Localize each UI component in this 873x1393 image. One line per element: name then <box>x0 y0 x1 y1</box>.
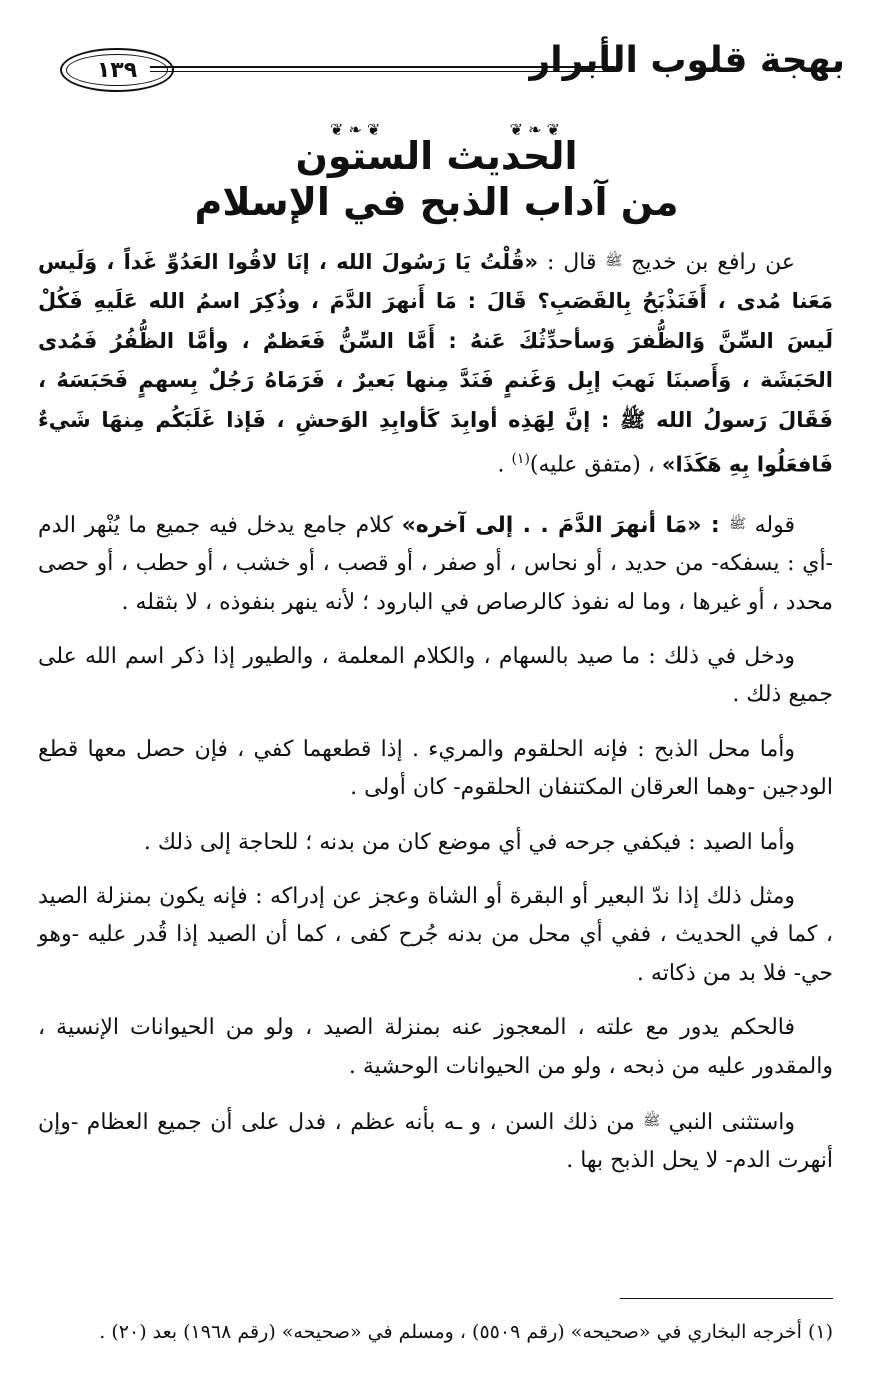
qal-text: قال : <box>538 250 606 275</box>
salutation-glyph: ﷺ <box>605 253 623 269</box>
commentary-lead: قوله <box>745 512 795 538</box>
salutation-glyph: ﷺ <box>643 1113 661 1130</box>
quoted-phrase: : «مَا أنهرَ الدَّمَ . . إلى آخره» <box>401 512 729 538</box>
page-number: ١٣٩ <box>60 48 174 92</box>
paragraph-commentary-1 <box>38 505 833 622</box>
paragraph-commentary-6: فالحكم يدور مع علته ، المعجوز عنه بمنزلة الصيد ، ولو من الحيوانات الإنسية ، والمقدور عليه من ذبحه ، ولو من الحيوانات الوحشية . <box>38 1015 833 1079</box>
hadith-text: «قُلْتُ يَا رَسُولَ الله ، إنَا لاقُوا العَدُوِّ غَداً ، وَلَيس مَعَنا مُدى ، أَفَنَذْبَحُ بِالقَصَبِ؟ قَالَ : مَا أَنهرَ الدَّمَ ، وذُكِرَ اسمُ الله عَلَيهِ فَكُلْ لَيسَ السِّنَّ وَالظُّفرَ وَسأحدِّثُكَ عَنهُ : أَمَّا السِّنُّ فَعَظمٌ ، وأمَّا الظُّفُرُ فَمُدى الحَبَشَة ، وَأَصبنَا نَهبَ إبِل وَغَنمٍ فَنَدَّ مِنها بَعيرٌ ، فَرَمَاهُ رَجُلٌ بِسهمٍ فَحَبَسَهُ ، فَقَالَ رَسولُ الله ﷺ : إنَّ لِهَذِه أوابِدَ كَأوابِدِ الوَحشِ ، فَإذا غَلَبَكُم مِنهَا شَيءٌ فَافعَلُوا بِهِ هَكَذَا» <box>38 250 833 477</box>
salutation-glyph: ﷺ <box>729 515 746 532</box>
paragraph-commentary-4: وأما الصيد : فيكفي جرحه في أي موضع كان من بدنه ؛ للحاجة إلى ذلك . <box>143 829 795 855</box>
footnote-rule <box>620 1298 833 1299</box>
ornament-left: ❦ ❧ ❦ <box>330 120 381 139</box>
paragraph-commentary-7 <box>38 1102 833 1181</box>
ornament-right: ❦ ❧ ❦ <box>509 120 560 139</box>
footnote: (١) أخرجه البخاري في «صحيحه» (رقم ٥٥٠٩) ، ومسلم في «صحيحه» (رقم ١٩٦٨) بعد (٢٠) . <box>99 1321 833 1343</box>
narrator-intro: عن رافع بن خديج <box>622 250 795 275</box>
paragraph-hadith <box>38 242 833 485</box>
chapter-title: الحديث الستون <box>295 134 578 178</box>
book-title: بهجة قلوب الأبرار <box>529 40 845 81</box>
paragraph-commentary-2: ودخل في ذلك : ما صيد بالسهام ، والكلام المعلمة ، والطيور إذا ذكر اسم الله على جميع ذلك . <box>38 643 833 708</box>
paragraph-commentary-3: وأما محل الذبح : فإنه الحلقوم والمريء . إذا قطعهما كفي ، فإن حصل معها قطع الودجين -وهما العرقان المكتنفان الحلقوم- كان أولى . <box>38 736 833 801</box>
paragraph-commentary-5: ومثل ذلك إذا ندّ البعير أو البقرة أو الشاة وعجز عن إدراكه : فإنه يكون بمنزلة الصيد ، كما في الحديث ، ففي أي محل من بدنه جُرح كفى ، كما أن الصيد إذا قُدر عليه -وهو حي- فلا بد من ذكاته . <box>38 884 833 986</box>
footnote-ref[interactable]: (١) <box>511 451 530 468</box>
commentary-lead: واستثنى النبي <box>660 1110 795 1136</box>
body-text <box>38 242 833 1197</box>
header-rule <box>150 66 615 72</box>
page-header <box>60 38 845 98</box>
hadith-source: ، (متفق عليه) <box>529 452 662 478</box>
commentary-body: من ذلك السن ، و ـه بأنه عظم ، فدل على أن جميع العظام -وإن أنهرت الدم- لا يحل الذبح بها . <box>38 1110 833 1174</box>
chapter-subtitle: من آداب الذبح في الإسلام <box>194 180 679 224</box>
hadith-end: . <box>497 452 512 478</box>
commentary-body: كلام جامع يدخل فيه جميع ما يُنْهر الدم -أي : يسفكه- من حديد ، أو نحاس ، أو صفر ، أو قصب ، أو خشب ، أو حطب ، أو حصى محدد ، أو غيرها ، وما له نفوذ كالرصاص في البارود ؛ لأنه ينهر بنفوذه ، لا بثقله . <box>38 512 833 615</box>
